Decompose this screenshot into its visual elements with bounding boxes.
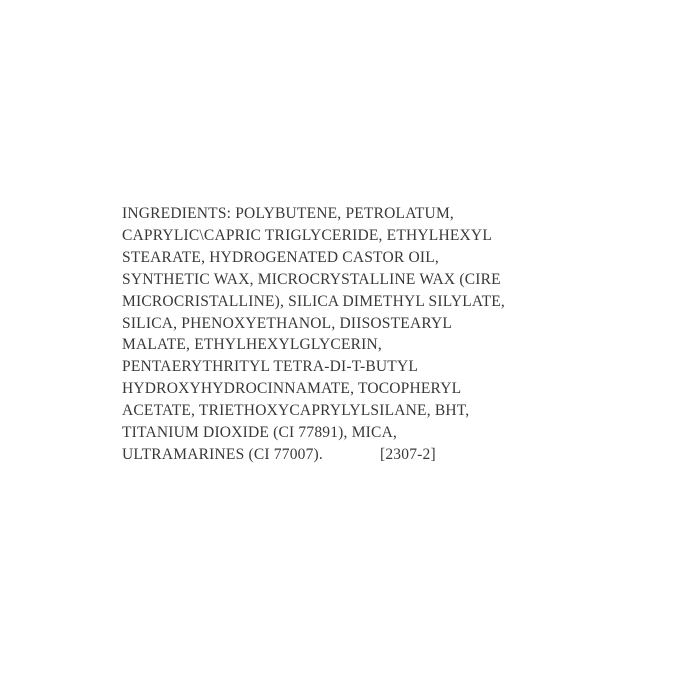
ingredients-line: SYNTHETIC WAX, MICROCRYSTALLINE WAX (CIRE [122, 270, 501, 288]
ingredients-line: INGREDIENTS: POLYBUTENE, PETROLATUM, [122, 205, 454, 222]
ingredients-line: MALATE, ETHYLHEXYLGLYCERIN, [122, 336, 382, 354]
ingredients-line: CAPRYLIC\CAPRIC TRIGLYCERIDE, ETHYLHEXYL [122, 226, 492, 244]
ingredients-line: HYDROXYHYDROCINNAMATE, TOCOPHERYL [122, 380, 462, 398]
ingredients-line: MICROCRISTALLINE), SILICA DIMETHYL SILYLATE, [122, 292, 506, 310]
ingredients-text-block [122, 203, 582, 466]
batch-code: [2307-2] [380, 445, 436, 463]
ingredients-last-line [122, 444, 582, 466]
ingredients-line: TITANIUM DIOXIDE (CI 77891), MICA, [122, 424, 398, 442]
ingredients-line: SILICA, PHENOXYETHANOL, DIISOSTEARYL [122, 314, 453, 332]
ingredients-line: ACETATE, TRIETHOXYCAPRYLYLSILANE, BHT, [122, 402, 470, 420]
ultramarines-text: ULTRAMARINES (CI 77007). [122, 445, 323, 463]
ingredients-line: PENTAERYTHRITYL TETRA-DI-T-BUTYL [122, 358, 419, 376]
ingredients-line: STEARATE, HYDROGENATED CASTOR OIL, [122, 248, 439, 266]
